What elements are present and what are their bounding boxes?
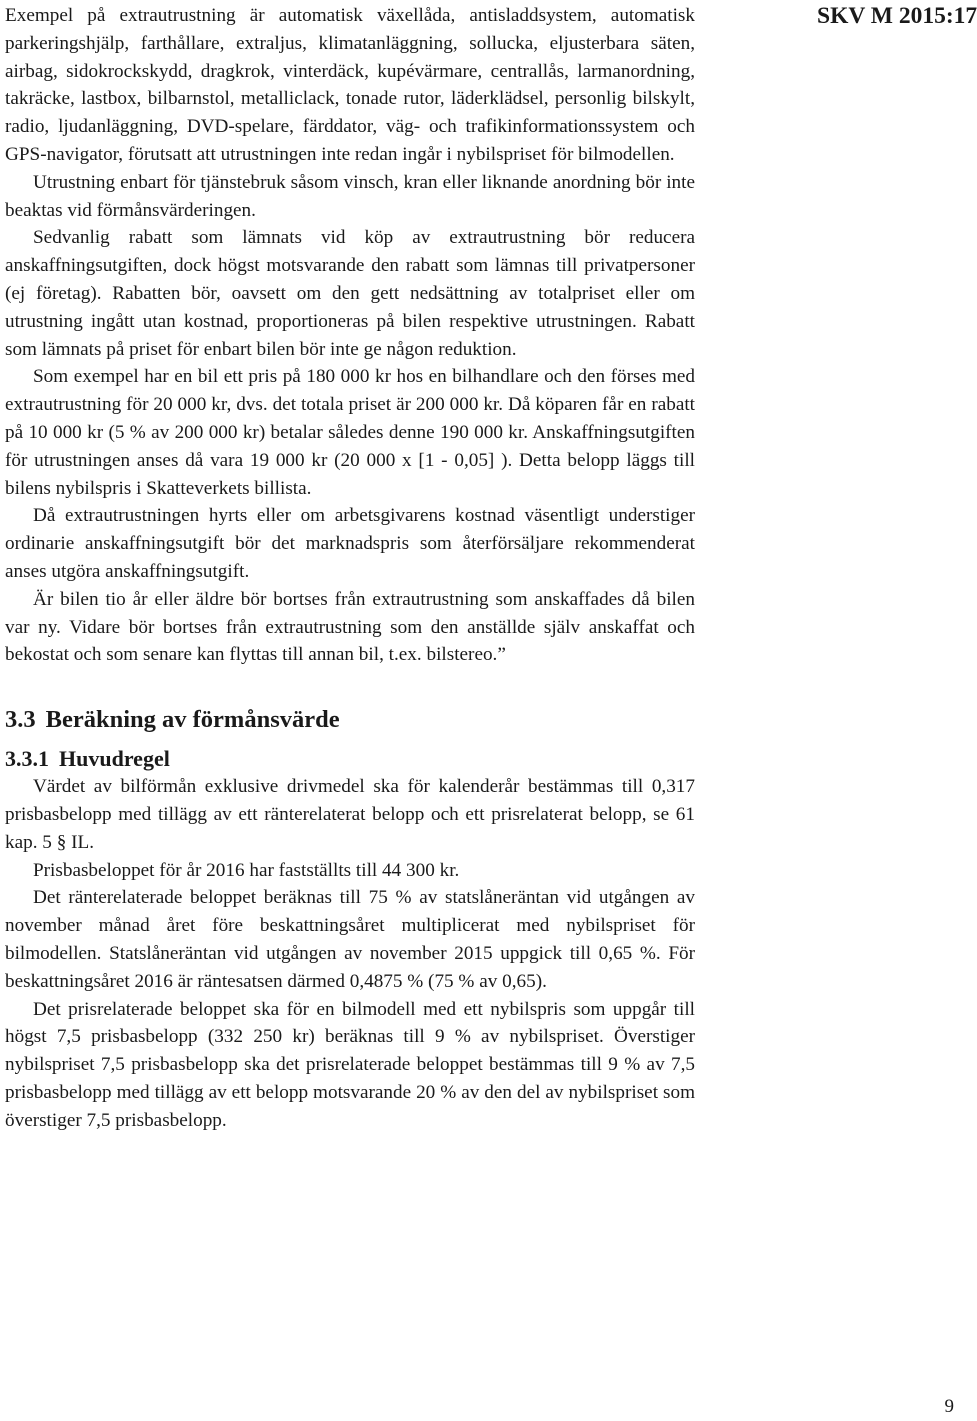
subsection-number: 3.3.1 (5, 746, 49, 772)
paragraph-discount: Sedvanlig rabatt som lämnats vid köp av extrautrustning bör reducera anskaffningsutgiften, dock högst motsvarande den rabatt som lämnas till privatpersoner (ej företag). Rabatten bör, oavsett om den gett nedsättning av totalpriset eller om utrustning ingått utan kostnad, proportioneras på bilen respektive utrustningen. Rabatt som lämnats på priset för enbart bilen bör inte ge någon reduktion. (5, 227, 695, 360)
subsection-title: Huvudregel (59, 746, 170, 772)
paragraph-main-rule: Värdet av bilförmån exklusive drivmedel ska för kalenderår bestämmas till 0,317 prisbasbelopp med tillägg av ett ränterelaterat belopp och ett prisrelaterat belopp, se 61 kap. 5 § IL. (5, 776, 695, 853)
paragraph-old-car: Är bilen tio år eller äldre bör bortses från extrautrustning som anskaffades då bilen var ny. Vidare bör bortses från extrautrustning som den anställde själv anskaffat och bekostat och som senare kan flyttas till annan bil, t.ex. bilstereo.” (5, 588, 695, 666)
section-number: 3.3 (5, 706, 36, 734)
section-heading (5, 705, 695, 735)
main-text-column (5, 2, 695, 1134)
paragraph-price-related-amount: Det prisrelaterade beloppet ska för en bilmodell med ett nybilspris som uppgår till högst 7,5 prisbasbelopp (332 250 kr) beräknas till 9 % av nybilspriset. Överstiger nybilspriset 7,5 prisbasbelopp ska det prisrelaterade beloppet bestämmas till 9 % av 7,5 prisbasbelopp med tillägg av ett belopp motsvarande 20 % av den del av nybilspriset som överstiger 7,5 prisbasbelopp. (5, 998, 695, 1131)
document-code-header: SKV M 2015:17 (817, 3, 977, 29)
section-title: Beräkning av förmånsvärde (45, 706, 340, 734)
paragraph-rented-equipment: Då extrautrustningen hyrts eller om arbetsgivarens kostnad väsentligt understiger ordinarie anskaffningsutgift bör det marknadspris som återförsäljare rekommenderat anses utgöra anskaffningsutgift. (5, 505, 695, 582)
paragraph-interest-related-amount: Det ränterelaterade beloppet beräknas till 75 % av statslåneräntan vid utgången av november månad året före beskattningsåret multiplicerat med nybilspriset för bilmodellen. Statslåneräntan vid utgången av november 2015 uppgick till 0,65 %. För beskattningsåret 2016 är räntesatsen därmed 0,4875 % (75 % av 0,65). (5, 887, 695, 992)
paragraph-example-calculation: Som exempel har en bil ett pris på 180 000 kr hos en bilhandlare och den förses med extrautrustning för 20 000 kr, dvs. det totala priset är 200 000 kr. Då köparen får en rabatt på 10 000 kr (5 % av 200 000 kr) betalar således denne 190 000 kr. Anskaffningsutgiften för utrustningen anses då vara 19 000 kr (20 000 x [1 - 0,05] ). Detta belopp läggs till bilens nybilspris i Skatteverkets billista. (5, 366, 695, 499)
paragraph-extra-equipment-examples: Exempel på extrautrustning är automatisk växellåda, antisladdsystem, automatisk parkeringshjälp, farthållare, extraljus, klimatanläggning, sollucka, eljusterbara säten, airbag, sidokrockskydd, dragkrok, vinterdäck, kupévärmare, centrallås, larmanordning, takräcke, lastbox, bilbarnstol, metalliclack, tonade rutor, läderklädsel, personlig bilskylt, radio, ljudanläggning, DVD-spelare, färddator, väg- och trafikinformationssystem och GPS-navigator, förutsatt att utrustningen inte redan ingår i nybilspriset för bilmodellen. (5, 5, 695, 165)
subsection-heading (5, 745, 695, 773)
page-number: 9 (944, 1396, 954, 1417)
paragraph-price-base-amount: Prisbasbeloppet för år 2016 har fastställts till 44 300 kr. (33, 859, 460, 881)
paragraph-service-equipment: Utrustning enbart för tjänstebruk såsom vinsch, kran eller liknande anordning bör inte beaktas vid förmånsvärderingen. (5, 171, 695, 221)
